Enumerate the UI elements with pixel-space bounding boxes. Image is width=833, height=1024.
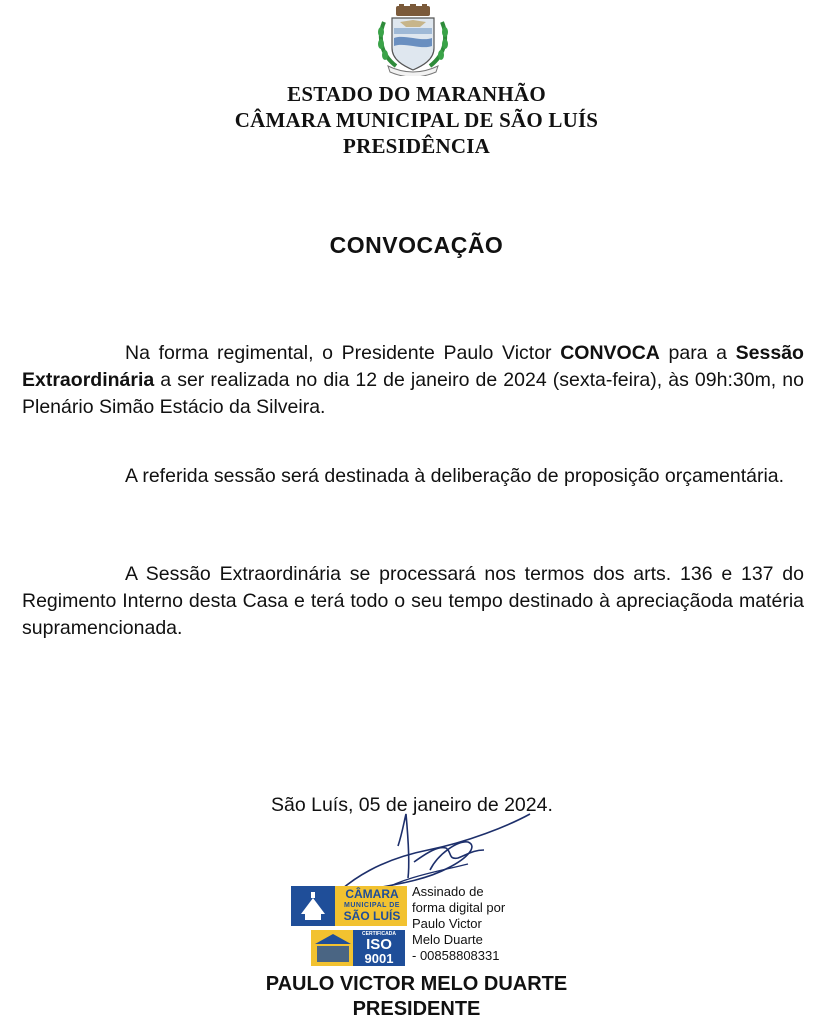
digital-signature-note: Assinado de forma digital por Paulo Victor Melo Duarte - 00858808331 (412, 884, 506, 963)
document-title: CONVOCAÇÃO (329, 232, 504, 258)
stamp-logo-text: CÂMARA MUNICIPAL DE SÃO LUÍS (343, 887, 401, 923)
signer-role: PRESIDENTE (352, 998, 481, 1020)
iso-badge: CERTIFICADA ISO 9001 (362, 931, 396, 966)
header-presidency: PRESIDÊNCIA (343, 134, 490, 158)
paragraph-purpose: A referida sessão será destinada à deliberação de proposição orçamentária. (125, 465, 785, 487)
session-type-emphasis: Sessão Extraordinária (22, 342, 804, 391)
header-chamber: CÂMARA MUNICIPAL DE SÃO LUÍS (234, 108, 599, 132)
paragraph-procedure: A Sessão Extraordinária se processará nos termos dos arts. 136 e 137 do Regimento Interno desta Casa e terá todo o seu tempo destinado à apreciaçãoda matéria supramencionada. (22, 563, 804, 639)
paragraph-convocation: Na forma regimental, o Presidente Paulo Victor CONVOCA para a Sessão Extraordinária a ser realizada no dia 12 de janeiro de 2024 (sexta-feira), às 09h:30m, no Plenário Simão Estácio da Silveira. (22, 342, 804, 418)
convoca-emphasis: CONVOCA (560, 342, 660, 364)
header-state: ESTADO DO MARANHÃO (287, 82, 546, 106)
signer-name: PAULO VICTOR MELO DUARTE (265, 973, 568, 995)
dateline: São Luís, 05 de janeiro de 2024. (271, 794, 553, 816)
coat-of-arms-icon (374, 4, 452, 76)
